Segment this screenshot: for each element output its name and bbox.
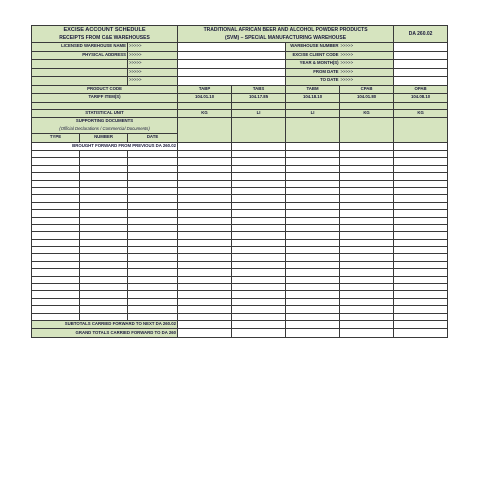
- physical-address-input-3[interactable]: [178, 68, 286, 77]
- quantity-cell[interactable]: [178, 306, 232, 313]
- column-header-number: NUMBER: [80, 134, 128, 143]
- subtotal-cell[interactable]: [232, 320, 286, 329]
- excise-client-code-input[interactable]: [394, 51, 448, 60]
- doc-date-cell[interactable]: [128, 187, 178, 194]
- doc-type-cell[interactable]: [32, 187, 80, 194]
- excise-schedule-sheet: [31, 25, 447, 338]
- left-field-label: LICENSED WAREHOUSE NAME: [32, 43, 128, 52]
- doc-type-cell[interactable]: [32, 165, 80, 172]
- doc-number-cell[interactable]: [80, 217, 128, 224]
- quantity-cell[interactable]: [340, 195, 394, 202]
- grand-total-cell[interactable]: [340, 329, 394, 338]
- to-date-input[interactable]: [394, 77, 448, 86]
- tariff-item-cell: 104.01.10: [178, 94, 232, 103]
- doc-type-cell[interactable]: [32, 202, 80, 209]
- table-row: [32, 291, 448, 298]
- doc-date-cell[interactable]: [128, 247, 178, 254]
- doc-date-cell[interactable]: [128, 269, 178, 276]
- doc-date-cell[interactable]: [128, 195, 178, 202]
- brought-forward-cell[interactable]: [178, 142, 232, 151]
- brought-forward-cell[interactable]: [286, 142, 340, 151]
- data-entry-rows: [32, 151, 448, 321]
- quantity-cell[interactable]: [232, 239, 286, 246]
- quantity-cell[interactable]: [394, 313, 448, 320]
- quantity-cell[interactable]: [232, 284, 286, 291]
- quantity-cell[interactable]: [178, 224, 232, 231]
- table-row: [32, 217, 448, 224]
- table-row: [32, 165, 448, 172]
- doc-date-cell[interactable]: [128, 151, 178, 158]
- quantity-cell[interactable]: [394, 254, 448, 261]
- quantity-cell[interactable]: [178, 291, 232, 298]
- supporting-documents-title: SUPPORTING DOCUMENTS: [32, 118, 178, 126]
- table-row: [32, 306, 448, 313]
- quantity-cell[interactable]: [286, 202, 340, 209]
- table-row: [32, 232, 448, 239]
- doc-type-cell[interactable]: [32, 291, 80, 298]
- product-column-header: [340, 118, 394, 143]
- product-column-header: [178, 118, 232, 143]
- doc-number-cell[interactable]: [80, 269, 128, 276]
- table-row: [32, 187, 448, 194]
- doc-date-cell[interactable]: [128, 254, 178, 261]
- subtotal-cell[interactable]: [286, 320, 340, 329]
- quantity-cell[interactable]: [232, 306, 286, 313]
- quantity-cell[interactable]: [232, 210, 286, 217]
- quantity-cell[interactable]: [232, 254, 286, 261]
- quantity-cell[interactable]: [340, 180, 394, 187]
- quantity-cell[interactable]: [178, 151, 232, 158]
- quantity-cell[interactable]: [232, 313, 286, 320]
- statistical-unit-cell: KG: [394, 109, 448, 118]
- quantity-cell[interactable]: [286, 276, 340, 283]
- quantity-cell[interactable]: [340, 269, 394, 276]
- doc-number-cell[interactable]: [80, 276, 128, 283]
- quantity-cell[interactable]: [178, 158, 232, 165]
- doc-type-cell[interactable]: [32, 313, 80, 320]
- quantity-cell[interactable]: [394, 247, 448, 254]
- doc-date-cell[interactable]: [128, 180, 178, 187]
- spacer-cell: [286, 102, 340, 109]
- quantity-cell[interactable]: [394, 158, 448, 165]
- quantity-cell[interactable]: [178, 298, 232, 305]
- quantity-cell[interactable]: [394, 284, 448, 291]
- doc-type-cell[interactable]: [32, 210, 80, 217]
- quantity-cell[interactable]: [232, 276, 286, 283]
- quantity-cell[interactable]: [340, 202, 394, 209]
- quantity-cell[interactable]: [286, 298, 340, 305]
- left-field-arrow: >>>>>: [128, 51, 178, 60]
- quantity-cell[interactable]: [232, 180, 286, 187]
- doc-type-cell[interactable]: [32, 173, 80, 180]
- quantity-cell[interactable]: [232, 298, 286, 305]
- product-column-header: [286, 118, 340, 143]
- grand-total-cell[interactable]: [394, 329, 448, 338]
- quantity-cell[interactable]: [286, 217, 340, 224]
- quantity-cell[interactable]: [394, 298, 448, 305]
- quantity-cell[interactable]: [394, 195, 448, 202]
- quantity-cell[interactable]: [394, 210, 448, 217]
- quantity-cell[interactable]: [394, 269, 448, 276]
- quantity-cell[interactable]: [286, 173, 340, 180]
- doc-number-cell[interactable]: [80, 173, 128, 180]
- doc-type-cell[interactable]: [32, 232, 80, 239]
- doc-date-cell[interactable]: [128, 217, 178, 224]
- quantity-cell[interactable]: [340, 261, 394, 268]
- brought-forward-cell[interactable]: [394, 142, 448, 151]
- quantity-cell[interactable]: [394, 151, 448, 158]
- doc-type-cell[interactable]: [32, 239, 80, 246]
- quantity-cell[interactable]: [232, 224, 286, 231]
- product-column-header: [232, 118, 286, 143]
- product-code-cell: TABP: [178, 85, 232, 94]
- doc-date-cell[interactable]: [128, 158, 178, 165]
- quantity-cell[interactable]: [178, 173, 232, 180]
- doc-date-cell[interactable]: [128, 173, 178, 180]
- from-date-input[interactable]: [394, 68, 448, 77]
- quantity-cell[interactable]: [232, 151, 286, 158]
- quantity-cell[interactable]: [394, 187, 448, 194]
- quantity-cell[interactable]: [394, 217, 448, 224]
- doc-date-cell[interactable]: [128, 210, 178, 217]
- quantity-cell[interactable]: [340, 158, 394, 165]
- quantity-cell[interactable]: [232, 291, 286, 298]
- quantity-cell[interactable]: [232, 187, 286, 194]
- schedule-title: EXCISE ACCOUNT SCHEDULE: [32, 26, 178, 35]
- quantity-cell[interactable]: [286, 187, 340, 194]
- doc-number-cell[interactable]: [80, 239, 128, 246]
- product-code-label: PRODUCT CODE: [32, 85, 178, 94]
- quantity-cell[interactable]: [286, 261, 340, 268]
- quantity-cell[interactable]: [286, 158, 340, 165]
- doc-number-cell[interactable]: [80, 313, 128, 320]
- doc-number-cell[interactable]: [80, 306, 128, 313]
- brought-forward-label: BROUGHT FORWARD FROM PREVIOUS DA 260.02: [32, 142, 178, 151]
- table-row: [32, 180, 448, 187]
- spacer-cell: [32, 102, 178, 109]
- quantity-cell[interactable]: [178, 165, 232, 172]
- doc-number-cell[interactable]: [80, 202, 128, 209]
- doc-number-cell[interactable]: [80, 261, 128, 268]
- quantity-cell[interactable]: [394, 291, 448, 298]
- grand-total-cell[interactable]: [178, 329, 232, 338]
- left-field-label: [32, 60, 128, 69]
- quantity-cell[interactable]: [394, 180, 448, 187]
- quantity-cell[interactable]: [178, 187, 232, 194]
- quantity-cell[interactable]: [340, 239, 394, 246]
- quantity-cell[interactable]: [286, 284, 340, 291]
- doc-type-cell[interactable]: [32, 217, 80, 224]
- quantity-cell[interactable]: [286, 306, 340, 313]
- quantity-cell[interactable]: [340, 291, 394, 298]
- table-row: [32, 261, 448, 268]
- doc-type-cell[interactable]: [32, 298, 80, 305]
- product-code-cell: OPAB: [394, 85, 448, 94]
- left-field-arrow: >>>>>: [128, 60, 178, 69]
- quantity-cell[interactable]: [178, 284, 232, 291]
- right-field-arrow: >>>>>: [340, 60, 394, 69]
- quantity-cell[interactable]: [394, 224, 448, 231]
- doc-type-cell[interactable]: [32, 269, 80, 276]
- quantity-cell[interactable]: [340, 210, 394, 217]
- quantity-cell[interactable]: [340, 217, 394, 224]
- doc-type-cell[interactable]: [32, 224, 80, 231]
- product-code-cell: TABS: [232, 85, 286, 94]
- quantity-cell[interactable]: [340, 306, 394, 313]
- schedule-table: [31, 25, 448, 338]
- doc-number-cell[interactable]: [80, 291, 128, 298]
- right-field-label: YEAR & MONTH(S): [286, 60, 340, 69]
- doc-number-cell[interactable]: [80, 151, 128, 158]
- doc-date-cell[interactable]: [128, 239, 178, 246]
- doc-type-cell[interactable]: [32, 284, 80, 291]
- quantity-cell[interactable]: [232, 247, 286, 254]
- doc-type-cell[interactable]: [32, 261, 80, 268]
- schedule-subtitle: RECEIPTS FROM C&E WAREHOUSES: [32, 34, 178, 43]
- table-row: [32, 195, 448, 202]
- quantity-cell[interactable]: [286, 232, 340, 239]
- year-month-input[interactable]: [394, 60, 448, 69]
- statistical-unit-label: STATISTICAL UNIT: [32, 109, 178, 118]
- quantity-cell[interactable]: [178, 210, 232, 217]
- doc-type-cell[interactable]: [32, 151, 80, 158]
- quantity-cell[interactable]: [232, 173, 286, 180]
- right-field-label: TO DATE: [286, 77, 340, 86]
- quantity-cell[interactable]: [286, 224, 340, 231]
- quantity-cell[interactable]: [394, 173, 448, 180]
- quantity-cell[interactable]: [232, 158, 286, 165]
- schedule-heading-line2: (SVM) – SPECIAL MANUFACTURING WAREHOUSE: [178, 34, 394, 43]
- doc-date-cell[interactable]: [128, 284, 178, 291]
- doc-number-cell[interactable]: [80, 224, 128, 231]
- quantity-cell[interactable]: [340, 187, 394, 194]
- left-field-label: PHYSICAL ADDRESS: [32, 51, 128, 60]
- doc-date-cell[interactable]: [128, 313, 178, 320]
- doc-number-cell[interactable]: [80, 298, 128, 305]
- doc-number-cell[interactable]: [80, 187, 128, 194]
- schedule-heading-line1: TRADITIONAL AFRICAN BEER AND ALCOHOL POWDER PRODUCTS: [178, 26, 394, 35]
- table-row: [32, 151, 448, 158]
- table-row: [32, 269, 448, 276]
- doc-number-cell[interactable]: [80, 165, 128, 172]
- quantity-cell[interactable]: [178, 202, 232, 209]
- table-row: [32, 224, 448, 231]
- quantity-cell[interactable]: [286, 291, 340, 298]
- doc-date-cell[interactable]: [128, 298, 178, 305]
- supporting-documents-note: (Official Declarations / Commercial Documents): [32, 126, 178, 134]
- tariff-item-cell: 104.08.10: [394, 94, 448, 103]
- quantity-cell[interactable]: [394, 232, 448, 239]
- quantity-cell[interactable]: [286, 195, 340, 202]
- tariff-item-label: TARIFF ITEM(S): [32, 94, 178, 103]
- quantity-cell[interactable]: [286, 254, 340, 261]
- doc-type-cell[interactable]: [32, 254, 80, 261]
- column-header-type: TYPE: [32, 134, 80, 143]
- quantity-cell[interactable]: [232, 195, 286, 202]
- product-column-header: [394, 118, 448, 143]
- right-field-label: EXCISE CLIENT CODE: [286, 51, 340, 60]
- quantity-cell[interactable]: [286, 313, 340, 320]
- doc-date-cell[interactable]: [128, 291, 178, 298]
- quantity-cell[interactable]: [340, 313, 394, 320]
- physical-address-input-2[interactable]: [178, 60, 286, 69]
- quantity-cell[interactable]: [340, 276, 394, 283]
- quantity-cell[interactable]: [178, 313, 232, 320]
- doc-date-cell[interactable]: [128, 165, 178, 172]
- quantity-cell[interactable]: [394, 261, 448, 268]
- quantity-cell[interactable]: [178, 254, 232, 261]
- quantity-cell[interactable]: [178, 232, 232, 239]
- right-field-arrow: >>>>>: [340, 77, 394, 86]
- brought-forward-cell[interactable]: [232, 142, 286, 151]
- physical-address-input-1[interactable]: [178, 51, 286, 60]
- table-row: [32, 247, 448, 254]
- subtotal-cell[interactable]: [394, 320, 448, 329]
- table-row: [32, 158, 448, 165]
- grand-total-cell[interactable]: [232, 329, 286, 338]
- column-header-date: DATE: [128, 134, 178, 143]
- doc-number-cell[interactable]: [80, 195, 128, 202]
- doc-date-cell[interactable]: [128, 224, 178, 231]
- physical-address-input-4[interactable]: [178, 77, 286, 86]
- warehouse-number-input[interactable]: [394, 43, 448, 52]
- quantity-cell[interactable]: [394, 202, 448, 209]
- quantity-cell[interactable]: [340, 284, 394, 291]
- quantity-cell[interactable]: [286, 151, 340, 158]
- quantity-cell[interactable]: [394, 165, 448, 172]
- quantity-cell[interactable]: [340, 298, 394, 305]
- quantity-cell[interactable]: [232, 165, 286, 172]
- doc-type-cell[interactable]: [32, 195, 80, 202]
- spacer-cell: [340, 102, 394, 109]
- grand-totals-label: GRAND TOTALS CARRIED FORWARD TO DA 260: [32, 329, 178, 338]
- spacer-cell: [394, 102, 448, 109]
- product-code-cell: TABM: [286, 85, 340, 94]
- left-field-arrow: >>>>>: [128, 43, 178, 52]
- doc-date-cell[interactable]: [128, 202, 178, 209]
- quantity-cell[interactable]: [178, 247, 232, 254]
- quantity-cell[interactable]: [340, 224, 394, 231]
- quantity-cell[interactable]: [232, 269, 286, 276]
- spacer-cell: [178, 102, 232, 109]
- quantity-cell[interactable]: [340, 151, 394, 158]
- tariff-item-cell: 104.17.85: [232, 94, 286, 103]
- doc-date-cell[interactable]: [128, 261, 178, 268]
- quantity-cell[interactable]: [178, 180, 232, 187]
- quantity-cell[interactable]: [340, 254, 394, 261]
- right-field-arrow: >>>>>: [340, 51, 394, 60]
- doc-date-cell[interactable]: [128, 306, 178, 313]
- product-code-cell: CPAB: [340, 85, 394, 94]
- statistical-unit-cell: LI: [286, 109, 340, 118]
- quantity-cell[interactable]: [394, 239, 448, 246]
- subtotals-label: SUBTOTALS CARRIED FORWARD TO NEXT DA 260.02: [32, 320, 178, 329]
- table-row: [32, 298, 448, 305]
- quantity-cell[interactable]: [394, 306, 448, 313]
- quantity-cell[interactable]: [394, 276, 448, 283]
- tariff-item-cell: 104.18.10: [286, 94, 340, 103]
- quantity-cell[interactable]: [178, 276, 232, 283]
- grand-total-cell[interactable]: [286, 329, 340, 338]
- table-row: [32, 239, 448, 246]
- tariff-item-cell: 104.01.80: [340, 94, 394, 103]
- brought-forward-cell[interactable]: [340, 142, 394, 151]
- table-row: [32, 276, 448, 283]
- quantity-cell[interactable]: [232, 261, 286, 268]
- quantity-cell[interactable]: [340, 247, 394, 254]
- quantity-cell[interactable]: [286, 239, 340, 246]
- doc-type-cell[interactable]: [32, 180, 80, 187]
- quantity-cell[interactable]: [286, 247, 340, 254]
- subtotal-cell[interactable]: [178, 320, 232, 329]
- doc-number-cell[interactable]: [80, 158, 128, 165]
- doc-type-cell[interactable]: [32, 276, 80, 283]
- form-code: DA 260.02: [394, 26, 448, 43]
- quantity-cell[interactable]: [232, 202, 286, 209]
- quantity-cell[interactable]: [178, 261, 232, 268]
- licensed-warehouse-name-input[interactable]: [178, 43, 286, 52]
- quantity-cell[interactable]: [340, 173, 394, 180]
- table-row: [32, 202, 448, 209]
- statistical-unit-cell: KG: [340, 109, 394, 118]
- doc-number-cell[interactable]: [80, 247, 128, 254]
- quantity-cell[interactable]: [178, 239, 232, 246]
- table-row: [32, 254, 448, 261]
- right-field-arrow: >>>>>: [340, 43, 394, 52]
- quantity-cell[interactable]: [178, 269, 232, 276]
- doc-number-cell[interactable]: [80, 254, 128, 261]
- table-row: [32, 173, 448, 180]
- table-row: [32, 313, 448, 320]
- quantity-cell[interactable]: [178, 217, 232, 224]
- quantity-cell[interactable]: [178, 195, 232, 202]
- doc-date-cell[interactable]: [128, 276, 178, 283]
- left-field-label: [32, 68, 128, 77]
- doc-date-cell[interactable]: [128, 232, 178, 239]
- table-row: [32, 210, 448, 217]
- doc-number-cell[interactable]: [80, 284, 128, 291]
- table-row: [32, 284, 448, 291]
- left-field-arrow: >>>>>: [128, 68, 178, 77]
- quantity-cell[interactable]: [340, 232, 394, 239]
- quantity-cell[interactable]: [232, 217, 286, 224]
- doc-type-cell[interactable]: [32, 306, 80, 313]
- doc-type-cell[interactable]: [32, 158, 80, 165]
- statistical-unit-cell: KG: [178, 109, 232, 118]
- doc-number-cell[interactable]: [80, 180, 128, 187]
- spacer-cell: [232, 102, 286, 109]
- subtotal-cell[interactable]: [340, 320, 394, 329]
- right-field-arrow: >>>>>: [340, 68, 394, 77]
- statistical-unit-cell: LI: [232, 109, 286, 118]
- right-field-label: FROM DATE: [286, 68, 340, 77]
- left-field-arrow: >>>>>: [128, 77, 178, 86]
- doc-type-cell[interactable]: [32, 247, 80, 254]
- quantity-cell[interactable]: [286, 165, 340, 172]
- quantity-cell[interactable]: [286, 269, 340, 276]
- doc-number-cell[interactable]: [80, 232, 128, 239]
- doc-number-cell[interactable]: [80, 210, 128, 217]
- right-field-label: WAREHOUSE NUMBER: [286, 43, 340, 52]
- left-field-label: [32, 77, 128, 86]
- quantity-cell[interactable]: [286, 210, 340, 217]
- quantity-cell[interactable]: [286, 180, 340, 187]
- quantity-cell[interactable]: [340, 165, 394, 172]
- quantity-cell[interactable]: [232, 232, 286, 239]
